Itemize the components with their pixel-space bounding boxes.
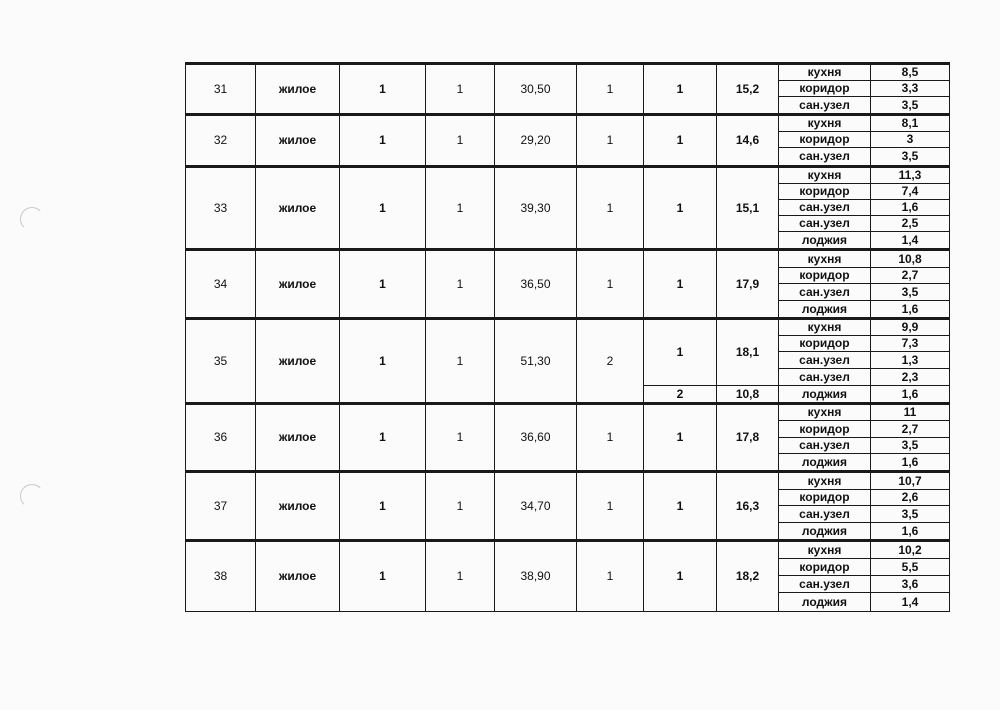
apartment-number-cell: 38	[186, 541, 256, 612]
room-count-cell: 2	[577, 319, 644, 404]
rooms-cell: 1	[426, 541, 495, 612]
apartment-area-table	[185, 62, 950, 612]
aux-room-name-cell: кухня	[779, 319, 871, 336]
room-count-cell: 1	[577, 64, 644, 115]
living-room-area-cell: 17,9	[717, 250, 779, 319]
aux-room-area-cell: 3,6	[871, 576, 950, 593]
aux-room-area-cell: 1,3	[871, 352, 950, 369]
total-area-cell: 51,30	[495, 319, 577, 404]
total-area-cell: 38,90	[495, 541, 577, 612]
aux-room-area-cell: 3	[871, 132, 950, 148]
apartment-number-cell: 37	[186, 472, 256, 541]
aux-room-area-cell: 1,4	[871, 232, 950, 250]
rooms-cell: 1	[426, 167, 495, 250]
total-area-cell: 36,60	[495, 404, 577, 472]
aux-room-name-cell: лоджия	[779, 232, 871, 250]
aux-room-area-cell: 1,6	[871, 454, 950, 472]
table-row	[186, 167, 950, 184]
aux-room-name-cell: коридор	[779, 81, 871, 97]
aux-room-area-cell: 8,1	[871, 115, 950, 132]
table-row	[186, 115, 950, 132]
aux-room-area-cell: 10,8	[871, 250, 950, 268]
living-room-number-cell: 2	[644, 386, 717, 404]
floor-cell: 1	[340, 64, 426, 115]
aux-room-name-cell: кухня	[779, 472, 871, 490]
floor-cell: 1	[340, 167, 426, 250]
living-room-number-cell: 1	[644, 541, 717, 612]
total-area-cell: 34,70	[495, 472, 577, 541]
living-room-number-cell: 1	[644, 167, 717, 250]
aux-room-name-cell: лоджия	[779, 593, 871, 612]
living-room-number-cell: 1	[644, 404, 717, 472]
living-room-area-cell: 10,8	[717, 386, 779, 404]
aux-room-name-cell: сан.узел	[779, 284, 871, 301]
room-count-cell: 1	[577, 541, 644, 612]
aux-room-name-cell: лоджия	[779, 454, 871, 472]
living-room-number-cell: 1	[644, 472, 717, 541]
aux-room-name-cell: коридор	[779, 336, 871, 352]
living-room-number-cell: 1	[644, 319, 717, 386]
aux-room-name-cell: сан.узел	[779, 369, 871, 386]
aux-room-name-cell: сан.узел	[779, 200, 871, 216]
living-room-number-cell: 1	[644, 250, 717, 319]
living-room-area-cell: 15,1	[717, 167, 779, 250]
aux-room-area-cell: 8,5	[871, 64, 950, 81]
aux-room-area-cell: 1,6	[871, 386, 950, 404]
aux-room-name-cell: кухня	[779, 541, 871, 559]
aux-room-name-cell: сан.узел	[779, 352, 871, 369]
total-area-cell: 36,50	[495, 250, 577, 319]
room-count-cell: 1	[577, 404, 644, 472]
rooms-cell: 1	[426, 319, 495, 404]
room-count-cell: 1	[577, 472, 644, 541]
living-room-number-cell: 1	[644, 64, 717, 115]
premises-type-cell: жилое	[256, 64, 340, 115]
aux-room-area-cell: 1,6	[871, 200, 950, 216]
aux-room-name-cell: лоджия	[779, 301, 871, 319]
aux-room-area-cell: 3,3	[871, 81, 950, 97]
premises-type-cell: жилое	[256, 541, 340, 612]
table-row	[186, 319, 950, 336]
premises-type-cell: жилое	[256, 319, 340, 404]
aux-room-name-cell: лоджия	[779, 386, 871, 404]
rooms-cell: 1	[426, 115, 495, 167]
living-room-area-cell: 14,6	[717, 115, 779, 167]
aux-room-area-cell: 10,2	[871, 541, 950, 559]
table-row	[186, 404, 950, 421]
table-row	[186, 541, 950, 559]
rooms-cell: 1	[426, 404, 495, 472]
aux-room-area-cell: 10,7	[871, 472, 950, 490]
aux-room-area-cell: 1,6	[871, 523, 950, 541]
aux-room-area-cell: 3,5	[871, 284, 950, 301]
aux-room-area-cell: 2,3	[871, 369, 950, 386]
aux-room-name-cell: коридор	[779, 559, 871, 576]
living-room-number-cell: 1	[644, 115, 717, 167]
aux-room-name-cell: кухня	[779, 250, 871, 268]
aux-room-area-cell: 11,3	[871, 167, 950, 184]
aux-room-area-cell: 1,6	[871, 301, 950, 319]
aux-room-area-cell: 7,3	[871, 336, 950, 352]
table-row	[186, 250, 950, 268]
premises-type-cell: жилое	[256, 404, 340, 472]
floor-cell: 1	[340, 319, 426, 404]
aux-room-area-cell: 1,4	[871, 593, 950, 612]
aux-room-name-cell: коридор	[779, 490, 871, 506]
floor-cell: 1	[340, 472, 426, 541]
aux-room-area-cell: 2,5	[871, 216, 950, 232]
aux-room-area-cell: 3,5	[871, 506, 950, 523]
apartment-number-cell: 32	[186, 115, 256, 167]
aux-room-name-cell: кухня	[779, 64, 871, 81]
premises-type-cell: жилое	[256, 115, 340, 167]
apartment-number-cell: 36	[186, 404, 256, 472]
aux-room-name-cell: сан.узел	[779, 97, 871, 115]
room-count-cell: 1	[577, 167, 644, 250]
floor-cell: 1	[340, 541, 426, 612]
aux-room-name-cell: сан.узел	[779, 438, 871, 454]
aux-room-area-cell: 2,7	[871, 421, 950, 438]
floor-cell: 1	[340, 404, 426, 472]
premises-type-cell: жилое	[256, 472, 340, 541]
living-room-area-cell: 18,2	[717, 541, 779, 612]
aux-room-area-cell: 9,9	[871, 319, 950, 336]
total-area-cell: 29,20	[495, 115, 577, 167]
aux-room-name-cell: коридор	[779, 421, 871, 438]
aux-room-area-cell: 7,4	[871, 184, 950, 200]
aux-room-area-cell: 5,5	[871, 559, 950, 576]
aux-room-area-cell: 3,5	[871, 148, 950, 167]
aux-room-name-cell: кухня	[779, 404, 871, 421]
aux-room-name-cell: коридор	[779, 132, 871, 148]
aux-room-name-cell: коридор	[779, 268, 871, 284]
aux-room-area-cell: 3,5	[871, 97, 950, 115]
rooms-cell: 1	[426, 472, 495, 541]
rooms-cell: 1	[426, 64, 495, 115]
table-row	[186, 64, 950, 81]
punch-hole-mark	[20, 207, 44, 231]
living-room-area-cell: 17,8	[717, 404, 779, 472]
aux-room-area-cell: 2,7	[871, 268, 950, 284]
aux-room-name-cell: сан.узел	[779, 506, 871, 523]
aux-room-name-cell: кухня	[779, 115, 871, 132]
total-area-cell: 30,50	[495, 64, 577, 115]
floor-cell: 1	[340, 115, 426, 167]
apartment-number-cell: 31	[186, 64, 256, 115]
table-row	[186, 472, 950, 490]
rooms-cell: 1	[426, 250, 495, 319]
room-count-cell: 1	[577, 250, 644, 319]
apartment-number-cell: 33	[186, 167, 256, 250]
aux-room-name-cell: сан.узел	[779, 576, 871, 593]
living-room-area-cell: 16,3	[717, 472, 779, 541]
apartment-number-cell: 34	[186, 250, 256, 319]
floor-cell: 1	[340, 250, 426, 319]
aux-room-area-cell: 3,5	[871, 438, 950, 454]
aux-room-name-cell: коридор	[779, 184, 871, 200]
aux-room-area-cell: 11	[871, 404, 950, 421]
aux-room-name-cell: сан.узел	[779, 148, 871, 167]
living-room-area-cell: 18,1	[717, 319, 779, 386]
punch-hole-mark	[20, 484, 44, 508]
room-count-cell: 1	[577, 115, 644, 167]
aux-room-name-cell: сан.узел	[779, 216, 871, 232]
total-area-cell: 39,30	[495, 167, 577, 250]
living-room-area-cell: 15,2	[717, 64, 779, 115]
aux-room-area-cell: 2,6	[871, 490, 950, 506]
premises-type-cell: жилое	[256, 167, 340, 250]
premises-type-cell: жилое	[256, 250, 340, 319]
aux-room-name-cell: кухня	[779, 167, 871, 184]
aux-room-name-cell: лоджия	[779, 523, 871, 541]
apartment-number-cell: 35	[186, 319, 256, 404]
